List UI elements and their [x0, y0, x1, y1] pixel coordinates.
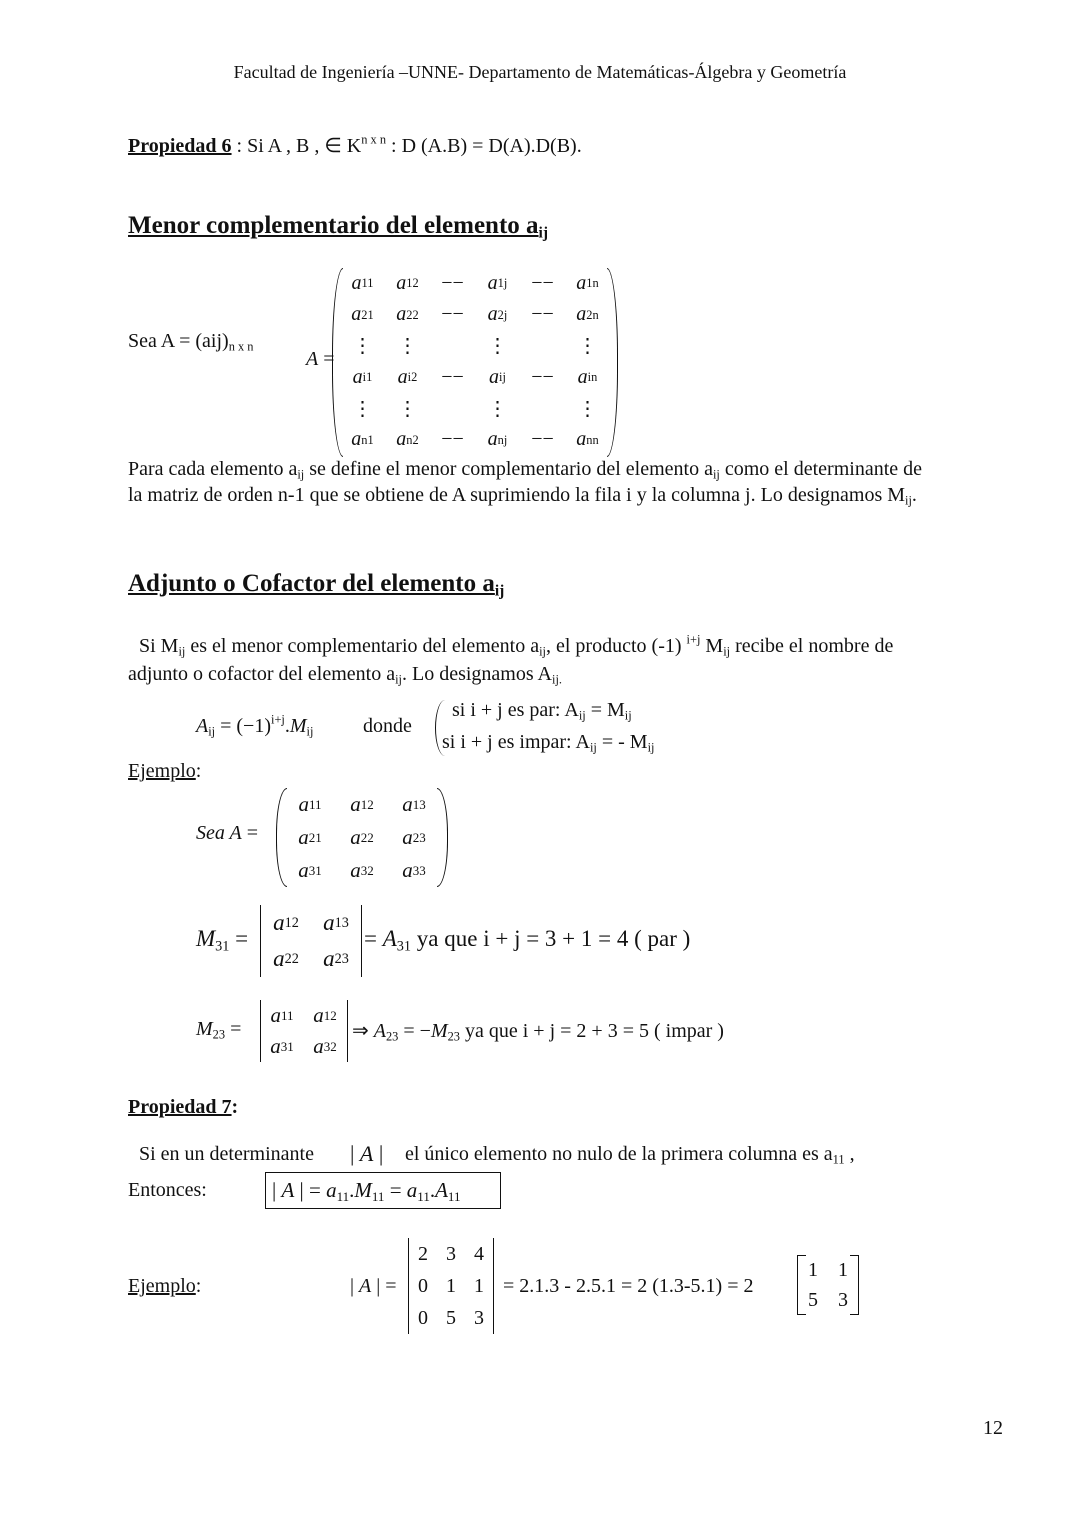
text-segment: −− — [441, 365, 464, 388]
text-segment: ⋮ — [487, 398, 508, 420]
case-odd — [442, 731, 654, 754]
propiedad-7-line-start — [139, 1143, 314, 1166]
heading-adjunto-cofactor — [128, 570, 504, 598]
matrix-a-3x3 — [284, 788, 440, 887]
text-segment: como el determinante de — [719, 458, 923, 480]
text-segment: −− — [531, 428, 554, 450]
matrix-cell — [430, 331, 475, 359]
matrix-cell: a 11 — [351, 271, 374, 294]
text-segment: M — [354, 1178, 372, 1202]
text-segment: ij — [905, 493, 912, 508]
matrix-cell: a 21 — [298, 825, 322, 849]
text-segment: = — [225, 1018, 242, 1040]
text-segment: a — [350, 825, 361, 849]
text-segment: i+j — [686, 632, 701, 647]
matrix-cell: a ij — [489, 365, 506, 388]
matrix-cell — [475, 395, 520, 422]
text-segment: adjunto o cofactor del elemento a — [128, 663, 396, 685]
text-segment: a — [298, 858, 309, 882]
ejemplo-label — [128, 760, 201, 783]
matrix-cell: a 13 — [323, 910, 349, 935]
text-segment: ⋮ — [577, 334, 598, 357]
matrix-cell: a 2n — [576, 303, 599, 325]
matrix-cell — [520, 395, 565, 422]
text-segment: 11 — [371, 1188, 385, 1204]
matrix-cell — [520, 268, 565, 298]
text-segment: ij. — [552, 672, 562, 687]
text-segment: | = — [371, 1275, 397, 1297]
matrix-cell: a 21 — [351, 303, 374, 325]
text-segment: a — [576, 271, 587, 294]
abs-a — [350, 1141, 383, 1167]
matrix-cell — [437, 1238, 465, 1270]
matrix-cell: a 11 — [298, 792, 322, 816]
text-segment: a — [313, 1034, 324, 1058]
matrix-cell: a 32 — [313, 1034, 337, 1058]
matrix-cell: a 1j — [487, 271, 508, 294]
matrix-cell — [828, 1255, 858, 1285]
case-even — [452, 699, 632, 722]
text-segment: i+j — [271, 712, 285, 727]
text-segment: se define el menor complementario del elemento a — [304, 458, 713, 480]
text-segment: ⋮ — [397, 334, 418, 357]
text-segment: a — [350, 792, 361, 816]
text-segment: 1 — [838, 1258, 848, 1281]
text-segment: ij — [306, 724, 314, 739]
text-segment: a — [313, 1003, 324, 1027]
matrix-cell — [465, 1270, 493, 1302]
text-segment: −− — [531, 271, 554, 294]
text-segment: A — [435, 1178, 448, 1202]
text-segment: a — [270, 1003, 281, 1027]
matrix-cell — [340, 331, 385, 359]
text-segment: | — [350, 1275, 360, 1297]
text-segment: a — [487, 303, 498, 325]
text-segment: Sea A — [196, 822, 242, 844]
text-segment: ij — [395, 672, 402, 687]
matrix-cell — [385, 395, 430, 422]
m23-lhs — [196, 1018, 241, 1041]
text-segment: 11 — [447, 1188, 461, 1204]
text-segment: a — [323, 910, 335, 935]
text-segment: Propiedad 7 — [128, 1096, 232, 1118]
text-segment: Entonces: — [128, 1179, 207, 1201]
menor-paragraph-line-2 — [128, 484, 917, 507]
matrix-cell: a 23 — [323, 946, 349, 971]
propiedad-7-label — [128, 1096, 238, 1119]
text-segment: 11 — [417, 1188, 430, 1204]
page-number — [983, 1417, 1003, 1440]
text-segment: 23 — [447, 1029, 460, 1044]
matrix-cell — [520, 359, 565, 395]
text-segment: n x n — [228, 339, 254, 354]
text-segment: ya que i + j = 3 + 1 = 4 ( par ) — [411, 926, 691, 951]
matrix-cell — [520, 298, 565, 331]
text-segment: ⋮ — [487, 334, 508, 357]
matrix-cell: a 12 — [396, 271, 419, 294]
text-segment: a — [396, 303, 407, 325]
text-segment: a — [489, 365, 500, 388]
text-segment: 31 — [215, 938, 230, 955]
text-segment: a — [402, 792, 413, 816]
matrix-cell — [465, 1238, 493, 1270]
text-segment: a — [326, 1178, 337, 1202]
matrix-cell — [475, 331, 520, 359]
text-segment: : — [231, 1096, 239, 1118]
text-segment: 4 — [474, 1242, 484, 1265]
text-segment: −− — [441, 271, 464, 294]
calculation — [503, 1275, 753, 1298]
text-segment: ij — [578, 708, 586, 723]
m31-rhs — [364, 926, 691, 955]
matrix-cell: a n1 — [351, 428, 374, 450]
text-segment: ij — [712, 467, 720, 482]
matrix-cell — [565, 395, 610, 422]
matrix-cell: a in — [577, 365, 598, 388]
text-segment: , — [844, 1143, 855, 1165]
matrix-cell: a 31 — [298, 858, 322, 882]
matrix-cell — [430, 395, 475, 422]
adjunto-paragraph-line-2 — [128, 663, 562, 686]
matrix-cell: a 12 — [350, 792, 374, 816]
text-segment: 5 — [808, 1288, 818, 1311]
text-segment: : — [195, 760, 202, 782]
matrix-cell — [409, 1302, 437, 1334]
text-segment: 3 — [474, 1306, 484, 1329]
heading-menor-complementario — [128, 212, 548, 240]
text-segment: A — [306, 348, 319, 370]
text-segment: = — [241, 822, 259, 844]
m23-rhs — [352, 1018, 724, 1043]
text-segment: ij — [589, 740, 597, 755]
matrix-cell — [828, 1285, 858, 1315]
text-segment: a — [298, 792, 309, 816]
matrix-a-label — [306, 348, 335, 371]
matrix-cell — [798, 1285, 828, 1315]
matrix-cell: a n2 — [396, 428, 419, 450]
matrix-cell: a 23 — [402, 825, 426, 849]
text-segment: ij — [624, 708, 632, 723]
matrix-cell: a 32 — [350, 858, 374, 882]
text-segment: 11 — [336, 1188, 350, 1204]
m31-determinant — [260, 905, 362, 977]
adjunto-paragraph-line-1 — [139, 632, 894, 659]
matrix-cell: a i2 — [397, 365, 418, 388]
text-segment: ⇒ — [352, 1020, 374, 1042]
matrix-cell — [340, 395, 385, 422]
text-segment: Facultad de Ingeniería –UNNE- Departamento de Matemáticas-Álgebra y Geometría — [233, 62, 847, 82]
text-segment: ij — [723, 644, 731, 659]
text-segment: 2 — [418, 1242, 428, 1265]
text-segment: a — [323, 946, 335, 971]
text-segment: a — [351, 303, 362, 325]
text-segment: a — [273, 946, 285, 971]
text-segment: Para cada elemento a — [128, 458, 298, 480]
text-segment: −− — [531, 303, 554, 325]
text-segment: ⋮ — [397, 398, 418, 420]
text-segment: 0 — [418, 1306, 428, 1329]
text-segment: el único elemento no nulo de la primera columna es a — [405, 1143, 833, 1165]
matrix-cell — [385, 331, 430, 359]
text-segment: n x n — [361, 132, 387, 147]
abs-a-equals — [350, 1275, 397, 1298]
text-segment: A — [382, 926, 397, 951]
text-segment: = − — [398, 1020, 431, 1042]
text-segment: 31 — [396, 938, 412, 955]
matrix-cell: a 22 — [396, 303, 419, 325]
matrix-cell — [798, 1255, 828, 1285]
matrix-cell — [520, 422, 565, 457]
matrix-cell — [409, 1270, 437, 1302]
matrix-a-general — [340, 268, 610, 457]
text-segment: A — [281, 1178, 295, 1202]
matrix-cell — [430, 359, 475, 395]
text-segment: −− — [441, 428, 464, 450]
matrix-cell: a 31 — [270, 1034, 294, 1058]
text-segment: A — [359, 1275, 372, 1297]
text-segment: Ejemplo — [128, 1275, 196, 1297]
text-segment: a — [270, 1034, 281, 1058]
text-segment: la matriz de orden n-1 que se obtiene de A suprimiendo la fila i y la columna j. Lo designamos M — [128, 484, 906, 506]
matrix-cell: a nn — [576, 428, 599, 450]
cofactor-formula — [196, 712, 314, 739]
text-segment: , el producto (-1) — [546, 635, 687, 657]
text-segment: 1 — [446, 1274, 456, 1297]
text-segment: a — [396, 271, 407, 294]
text-segment: : — [195, 1275, 202, 1297]
text-segment: a — [351, 271, 362, 294]
sea-a-definition — [128, 330, 253, 353]
text-segment: a — [402, 825, 413, 849]
boxed-formula — [272, 1178, 460, 1203]
text-segment: Si M — [139, 635, 179, 657]
sea-a-3x3-label — [196, 822, 258, 845]
text-segment: A — [196, 715, 209, 737]
text-segment: = M — [585, 699, 625, 721]
text-segment: a — [402, 858, 413, 882]
text-segment: A — [373, 1020, 386, 1042]
matrix-cell: a 22 — [273, 946, 299, 971]
text-segment: es el menor complementario del elemento a — [185, 635, 540, 657]
text-segment: . — [284, 715, 290, 737]
text-segment: : D (A.B) = D(A).D(B). — [386, 135, 582, 157]
entonces-label — [128, 1179, 207, 1202]
text-segment: a — [577, 365, 588, 388]
matrix-cell — [565, 331, 610, 359]
text-segment: = 2.1.3 - 2.5.1 = 2 (1.3-5.1) = 2 — [503, 1275, 754, 1297]
text-segment: 1 — [474, 1274, 484, 1297]
text-segment: Si en un determinante — [139, 1143, 314, 1165]
text-segment: ij — [539, 644, 546, 659]
text-segment: a — [352, 365, 363, 388]
text-segment: | = — [294, 1178, 327, 1202]
text-segment: = — [318, 348, 335, 370]
text-segment: ⋮ — [352, 334, 373, 357]
matrix-cell — [430, 298, 475, 331]
text-segment: | — [350, 1141, 360, 1166]
text-segment: a — [487, 271, 498, 294]
text-segment: si i + j es impar: A — [442, 731, 590, 753]
matrix-cell — [465, 1302, 493, 1334]
text-segment: = — [364, 926, 383, 951]
matrix-cell — [437, 1302, 465, 1334]
text-segment: ij — [178, 644, 186, 659]
text-segment: ij — [538, 224, 549, 242]
text-segment: 12 — [983, 1417, 1003, 1439]
text-segment: −− — [441, 303, 464, 325]
text-segment: | — [373, 1141, 384, 1166]
text-segment: M — [430, 1020, 448, 1042]
matrix-cell: a 2j — [487, 303, 508, 325]
text-segment: a — [350, 858, 361, 882]
text-segment: ij — [297, 467, 305, 482]
m31-lhs — [196, 926, 249, 955]
matrix-cell — [520, 331, 565, 359]
text-segment: a — [576, 428, 587, 450]
text-segment: 23 — [385, 1029, 399, 1044]
text-segment: Adjunto o Cofactor del elemento a — [128, 570, 495, 597]
example-determinant — [408, 1238, 494, 1334]
propiedad-7-line-end — [405, 1143, 855, 1166]
matrix-cell — [430, 422, 475, 457]
matrix-cell: a 22 — [350, 825, 374, 849]
text-segment: a — [406, 1178, 418, 1202]
text-segment: a — [397, 365, 408, 388]
text-segment: 11 — [832, 1152, 845, 1167]
matrix-cell — [437, 1270, 465, 1302]
matrix-cell: a 12 — [313, 1003, 337, 1027]
matrix-cell — [409, 1238, 437, 1270]
text-segment: Sea A = (aij) — [128, 330, 229, 352]
text-segment: a — [273, 910, 285, 935]
matrix-cell: a nj — [487, 428, 508, 450]
text-segment: a — [396, 428, 407, 450]
matrix-cell: a 13 — [402, 792, 426, 816]
propiedad-6 — [128, 133, 582, 158]
text-segment: = — [384, 1178, 407, 1202]
text-segment: −− — [531, 365, 554, 388]
text-segment: si i + j es par: A — [452, 699, 579, 721]
text-segment: donde — [363, 715, 412, 737]
menor-paragraph-line-1 — [128, 458, 922, 481]
page-header — [0, 62, 1080, 83]
text-segment: 3 — [838, 1288, 848, 1311]
ejemplo-2-label — [128, 1275, 201, 1298]
text-segment: 3 — [446, 1242, 456, 1265]
text-segment: M — [700, 635, 724, 657]
text-segment: = (−1) — [215, 715, 271, 737]
m23-determinant — [260, 1000, 348, 1062]
matrix-cell: a 33 — [402, 858, 426, 882]
text-segment: a — [576, 303, 587, 325]
text-segment: Ejemplo — [128, 760, 196, 782]
text-segment: 23 — [212, 1027, 226, 1042]
text-segment: M — [289, 715, 307, 737]
text-segment: | — [272, 1178, 282, 1202]
matrix-cell — [430, 268, 475, 298]
text-segment: Menor complementario del elemento a — [128, 212, 539, 239]
text-segment: ij — [647, 740, 655, 755]
text-segment: ⋮ — [352, 398, 373, 420]
text-segment: 1 — [808, 1258, 818, 1281]
matrix-cell: a 1n — [576, 271, 599, 294]
minor-matrix — [797, 1255, 859, 1315]
text-segment: ij — [208, 724, 216, 739]
text-segment: M — [196, 1018, 213, 1040]
text-segment: . — [349, 1178, 355, 1202]
text-segment: a — [487, 428, 498, 450]
text-segment: = — [229, 926, 249, 951]
text-segment: = - M — [596, 731, 648, 753]
matrix-cell: a 11 — [270, 1003, 294, 1027]
text-segment: ij — [494, 582, 505, 600]
text-segment: . — [429, 1178, 436, 1202]
text-segment: a — [351, 428, 362, 450]
text-segment: ya que i + j = 2 + 3 = 5 ( impar ) — [460, 1020, 724, 1042]
matrix-cell: a 12 — [273, 910, 299, 935]
text-segment: M — [196, 926, 216, 951]
text-segment: recibe el nombre de — [730, 635, 894, 657]
text-segment: A — [359, 1141, 374, 1166]
text-segment: ⋮ — [577, 398, 598, 420]
matrix-cell: a i1 — [352, 365, 373, 388]
text-segment: 0 — [418, 1274, 428, 1297]
donde-label — [363, 715, 412, 738]
text-segment: . Lo designamos A — [402, 663, 552, 685]
text-segment: : Si A , B , ∈ K — [231, 135, 362, 157]
text-segment: . — [911, 484, 917, 506]
text-segment: Propiedad 6 — [128, 135, 232, 157]
text-segment: a — [298, 825, 309, 849]
text-segment: 5 — [446, 1306, 456, 1329]
